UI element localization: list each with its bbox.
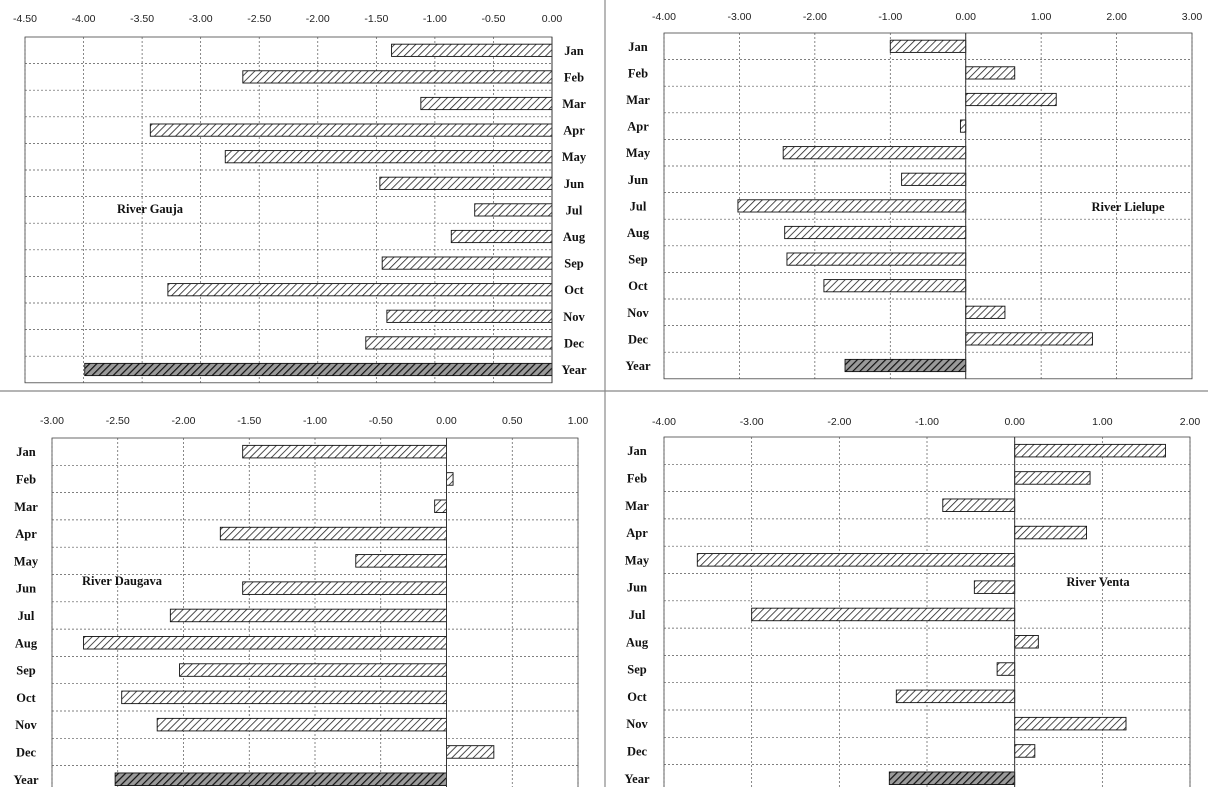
category-label: Jul	[629, 199, 647, 214]
bar-mar	[421, 97, 552, 109]
bar-year	[889, 772, 1014, 785]
category-label: Jan	[564, 43, 584, 58]
category-label: Nov	[563, 309, 585, 324]
bar-mar	[943, 499, 1015, 512]
category-label: Sep	[564, 256, 584, 271]
category-label: Jul	[17, 608, 35, 623]
bar-sep	[180, 664, 447, 677]
category-label: Feb	[563, 70, 585, 85]
category-label: Jun	[626, 580, 648, 595]
x-tick-label: -3.00	[739, 416, 764, 428]
bar-jan	[392, 44, 552, 56]
bar-oct	[168, 284, 552, 296]
x-tick-label: -3.00	[727, 11, 752, 23]
bar-may	[225, 151, 552, 163]
category-label: Oct	[627, 689, 647, 704]
x-tick-label: -3.00	[188, 13, 213, 25]
category-label: May	[561, 150, 587, 165]
x-tick-label: -1.50	[364, 13, 389, 25]
x-tick-label: 0.00	[955, 11, 976, 23]
category-label: Jan	[16, 445, 36, 460]
bar-feb	[1015, 472, 1090, 485]
x-tick-label: 0.00	[436, 415, 457, 427]
category-label: Year	[13, 772, 39, 787]
bar-jul	[738, 200, 966, 212]
bar-sep	[787, 253, 966, 265]
x-tick-label: -2.00	[827, 416, 852, 428]
bar-oct	[824, 280, 966, 292]
chart-panel-gauja	[13, 13, 587, 383]
x-tick-label: 2.00	[1106, 11, 1127, 23]
category-label: Mar	[625, 498, 649, 513]
x-tick-label: 0.00	[541, 13, 563, 25]
category-label: Feb	[627, 66, 649, 81]
x-tick-label: 1.00	[1030, 11, 1052, 23]
category-label: Dec	[626, 744, 648, 759]
chart-panel-lielupe	[626, 11, 1203, 379]
bar-jan	[1015, 444, 1166, 457]
bar-feb	[966, 67, 1015, 79]
bar-year	[85, 363, 552, 375]
category-label: Jun	[563, 176, 585, 191]
category-label: Apr	[15, 527, 37, 542]
x-tick-label: -2.00	[305, 13, 330, 25]
category-label: Jun	[627, 172, 649, 187]
category-label: May	[13, 554, 39, 569]
category-label: Oct	[564, 283, 584, 298]
bar-nov	[966, 306, 1005, 318]
x-tick-label: -1.00	[422, 13, 447, 25]
category-label: Year	[625, 359, 651, 373]
category-label: Jan	[627, 444, 647, 459]
category-label: Apr	[563, 123, 585, 138]
plot-frame	[25, 37, 552, 383]
bar-may	[356, 555, 447, 568]
x-tick-label: 0.50	[502, 415, 523, 427]
category-label: Mar	[626, 93, 650, 107]
category-label: Aug	[626, 226, 650, 240]
bar-year	[845, 359, 966, 371]
category-label: Aug	[14, 636, 38, 651]
river-annotation: River Gauja	[116, 202, 184, 216]
x-tick-label: -1.50	[237, 415, 262, 427]
x-tick-label: -3.00	[40, 415, 64, 427]
category-label: Feb	[626, 471, 648, 486]
bar-mar	[966, 93, 1057, 105]
category-label: Nov	[627, 305, 649, 320]
bar-jul	[475, 204, 552, 216]
category-label: Feb	[15, 472, 37, 487]
bar-jun	[974, 581, 1014, 594]
bar-feb	[243, 71, 552, 83]
x-tick-label: -3.50	[130, 13, 155, 25]
bar-dec	[966, 333, 1093, 345]
category-label: Apr	[626, 526, 648, 541]
bar-oct	[122, 691, 447, 704]
bar-jan	[890, 40, 965, 52]
category-label: Nov	[15, 718, 37, 733]
bar-aug	[451, 230, 552, 242]
x-tick-label: -1.00	[878, 11, 903, 23]
bar-mar	[435, 500, 447, 513]
x-tick-label: -4.00	[71, 13, 96, 25]
chart-panel-venta	[625, 416, 1201, 787]
bar-jul	[170, 609, 446, 622]
bar-jun	[243, 582, 447, 595]
bar-dec	[447, 746, 494, 759]
bar-apr	[1015, 526, 1087, 539]
bar-year	[115, 773, 446, 786]
category-label: Jan	[628, 39, 648, 54]
bar-dec	[1015, 745, 1035, 758]
river-annotation: River Lielupe	[1091, 200, 1165, 214]
bar-aug	[785, 226, 966, 238]
x-tick-label: 2.00	[1179, 416, 1201, 428]
x-tick-label: -2.50	[247, 13, 272, 25]
x-tick-label: -1.00	[915, 416, 939, 428]
category-label: Year	[561, 363, 587, 377]
bar-nov	[387, 310, 552, 322]
x-tick-label: -4.00	[652, 416, 676, 428]
x-tick-label: -2.50	[105, 415, 130, 427]
x-tick-label: 1.00	[567, 415, 589, 427]
bar-aug	[1015, 635, 1039, 648]
x-tick-label: 1.00	[1092, 416, 1113, 428]
x-tick-label: -2.00	[171, 415, 196, 427]
bar-feb	[447, 473, 454, 486]
bar-may	[783, 147, 966, 159]
category-label: Nov	[626, 717, 648, 732]
category-label: Aug	[625, 635, 649, 650]
river-annotation: River Venta	[1066, 575, 1130, 589]
category-label: Jul	[565, 203, 583, 218]
x-tick-label: -1.00	[303, 415, 327, 427]
bar-dec	[366, 337, 552, 349]
x-tick-label: -0.50	[481, 13, 506, 25]
category-label: Mar	[562, 97, 586, 111]
bar-apr	[220, 527, 446, 540]
category-label: Aug	[562, 230, 586, 244]
bar-nov	[157, 718, 446, 731]
river-annotation: River Daugava	[82, 574, 162, 588]
bar-aug	[84, 636, 447, 649]
x-tick-label: -4.50	[13, 13, 37, 25]
category-label: May	[624, 553, 650, 568]
bar-apr	[960, 120, 965, 132]
bar-may	[697, 554, 1014, 567]
category-label: Oct	[628, 279, 648, 294]
category-label: Sep	[16, 663, 36, 678]
bar-jul	[752, 608, 1015, 621]
bar-jun	[902, 173, 966, 185]
category-label: Year	[624, 771, 650, 786]
category-label: Sep	[627, 662, 647, 677]
bar-nov	[1015, 717, 1126, 730]
bar-jun	[380, 177, 552, 189]
x-tick-label: -0.50	[368, 415, 393, 427]
category-label: May	[625, 146, 651, 161]
category-label: Dec	[627, 332, 649, 347]
x-tick-label: 0.00	[1004, 416, 1025, 428]
bar-oct	[896, 690, 1014, 703]
category-label: Apr	[627, 119, 649, 134]
x-tick-label: -2.00	[802, 11, 827, 23]
category-label: Dec	[15, 745, 37, 760]
bar-sep	[997, 663, 1015, 676]
category-label: Jun	[15, 581, 37, 596]
x-tick-label: -4.00	[652, 11, 676, 23]
category-label: Mar	[14, 499, 38, 514]
category-label: Jul	[628, 607, 646, 622]
x-tick-label: 3.00	[1181, 11, 1203, 23]
category-label: Sep	[628, 252, 648, 267]
chart-panel-daugava	[14, 415, 589, 787]
bar-apr	[150, 124, 552, 136]
category-label: Dec	[563, 336, 585, 351]
bar-jan	[243, 445, 447, 458]
category-label: Oct	[16, 690, 36, 705]
bar-sep	[382, 257, 552, 269]
